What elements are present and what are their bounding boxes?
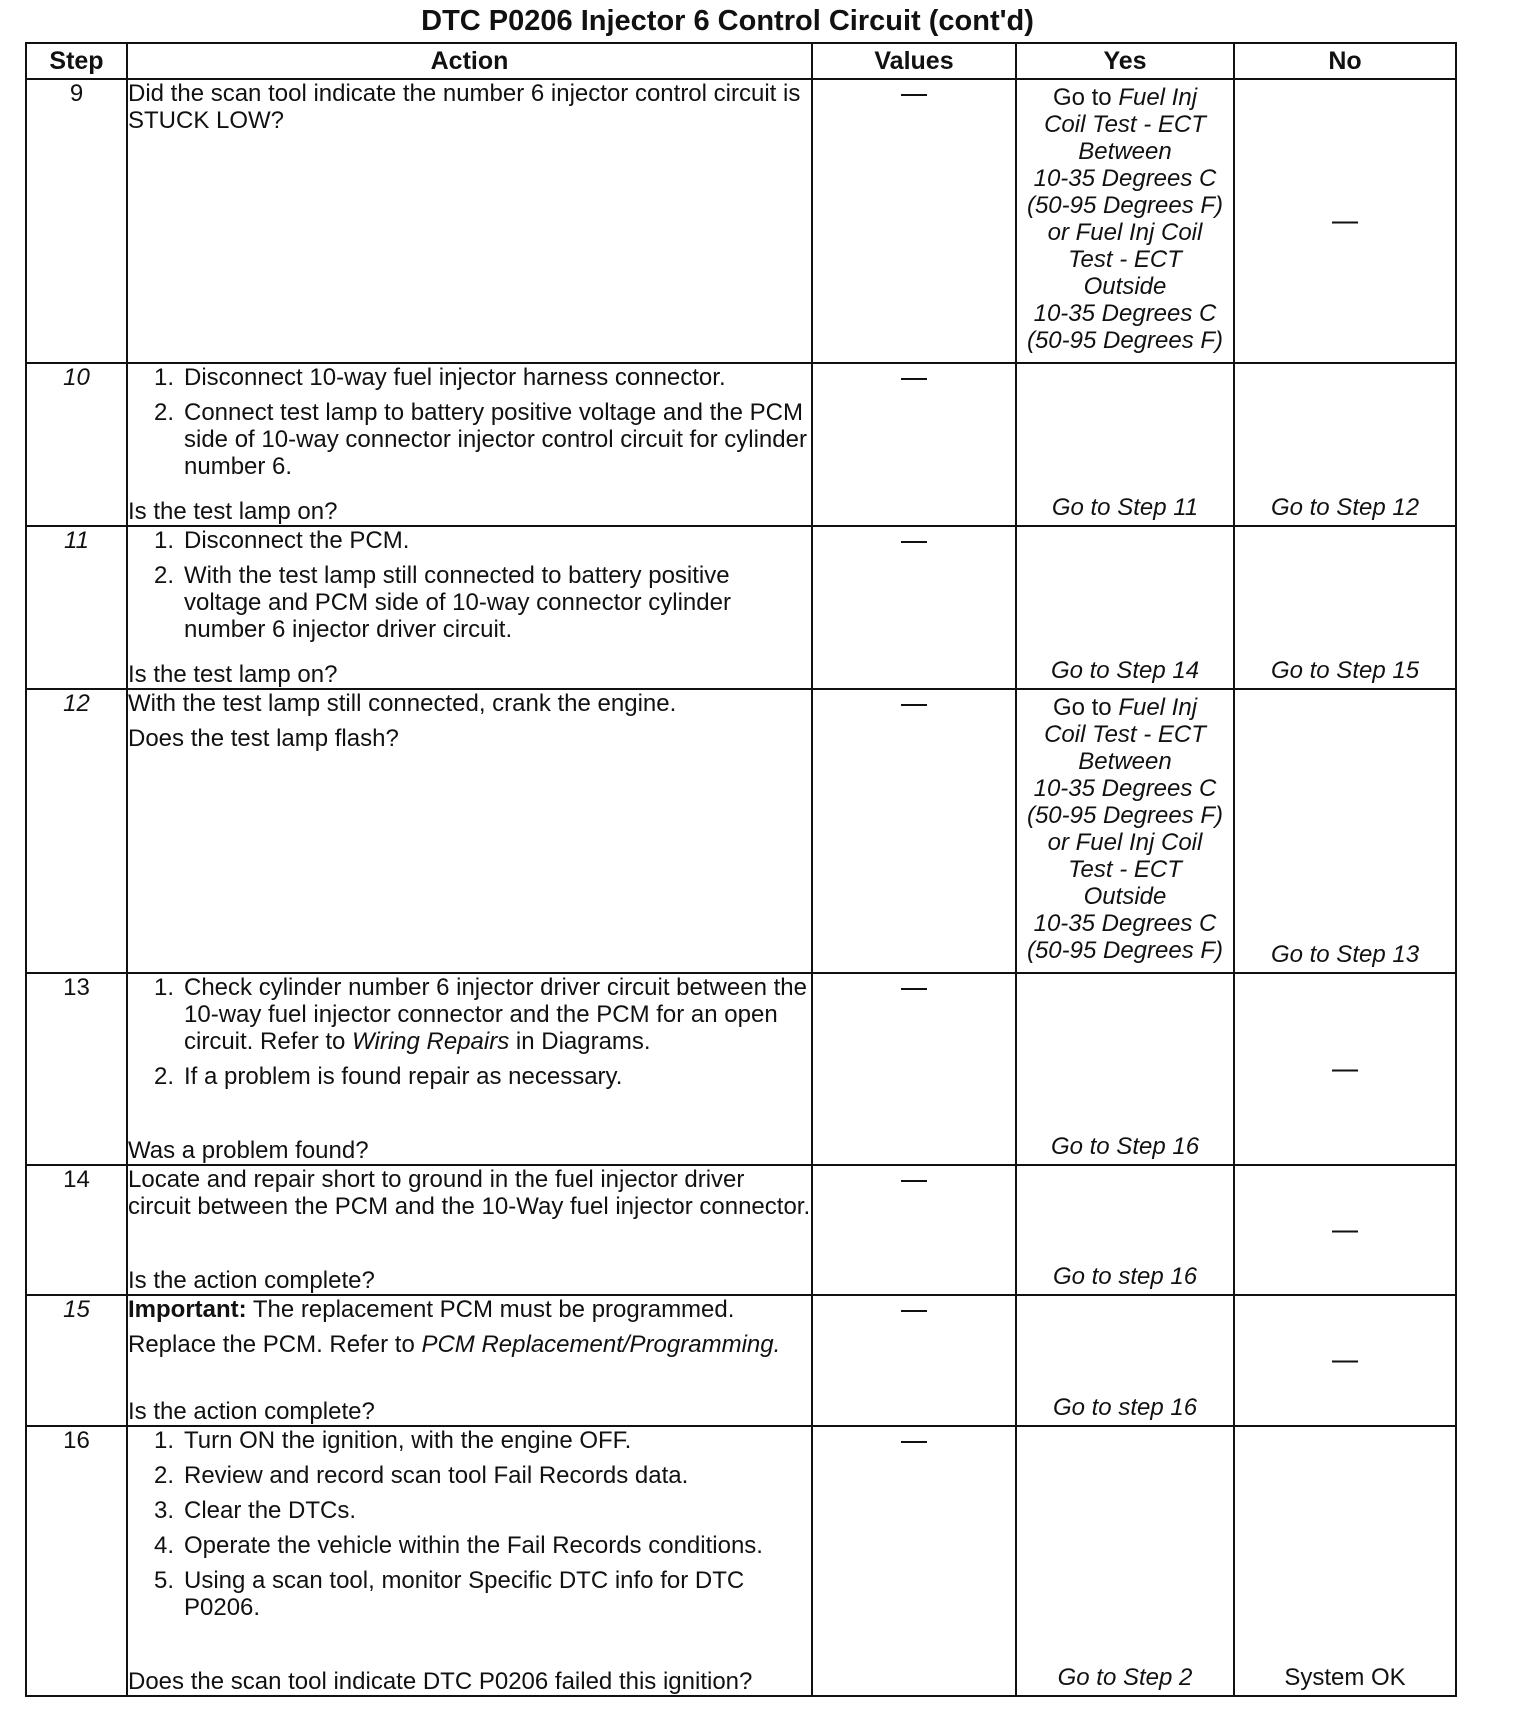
yes-cell xyxy=(1016,1165,1234,1295)
important-note: Important: The replacement PCM must be programmed. xyxy=(128,1296,735,1323)
yes-line: 10-35 Degrees C xyxy=(1033,910,1217,937)
yes-line: Between xyxy=(1078,748,1172,775)
diagnostic-table xyxy=(25,42,1457,1697)
step-number: 15 xyxy=(26,1295,127,1426)
no-cell xyxy=(1234,1426,1456,1696)
yes-line: 10-35 Degrees C xyxy=(1033,165,1217,192)
action-question: Is the action complete? xyxy=(128,1398,375,1425)
dash-mark xyxy=(901,1310,927,1312)
action-cell xyxy=(127,526,812,689)
header-action: Action xyxy=(127,43,812,79)
action-cell xyxy=(127,973,812,1165)
header-step: Step xyxy=(26,43,127,79)
step-number: 11 xyxy=(26,526,127,689)
yes-line: or Fuel Inj Coil xyxy=(1047,829,1203,856)
action-text: Locate and repair short to ground in the fuel injector driver circuit between the PCM and the 10-Way fuel injector connector. xyxy=(128,1166,811,1220)
action-question: Is the test lamp on? xyxy=(128,498,338,525)
yes-text xyxy=(1017,80,1233,354)
yes-text: Go to Step 11 xyxy=(1051,494,1199,521)
list-item: 3. Clear the DTCs. xyxy=(153,1497,357,1524)
step-number: 9 xyxy=(26,79,127,363)
dash-mark xyxy=(901,988,927,990)
action-cell xyxy=(127,1295,812,1426)
yes-text xyxy=(1017,690,1233,964)
yes-line: Test - ECT xyxy=(1068,246,1182,273)
yes-cell xyxy=(1016,973,1234,1165)
yes-prefix: Go to xyxy=(1052,694,1112,721)
table-row xyxy=(26,1426,1456,1696)
step-number: 16 xyxy=(26,1426,127,1696)
yes-prefix: Go to xyxy=(1052,84,1112,111)
dash-mark xyxy=(901,378,927,380)
yes-line: or Fuel Inj Coil xyxy=(1047,219,1203,246)
action-list xyxy=(128,974,811,1098)
yes-link: Fuel Inj xyxy=(1118,694,1198,721)
list-item: 2. Connect test lamp to battery positive voltage and the PCM side of 10-way connector injector control circuit for cylinder number 6. xyxy=(153,399,807,480)
yes-cell xyxy=(1016,526,1234,689)
table-row xyxy=(26,689,1456,973)
list-item: 5. Using a scan tool, monitor Specific DTC info for DTC P0206. xyxy=(153,1567,745,1621)
list-item: 4. Operate the vehicle within the Fail Records conditions. xyxy=(153,1532,763,1559)
values-cell xyxy=(812,1426,1016,1696)
no-cell xyxy=(1234,79,1456,363)
table-row xyxy=(26,1295,1456,1426)
action-cell xyxy=(127,1165,812,1295)
action-list xyxy=(128,1427,811,1629)
yes-line: (50-95 Degrees F) xyxy=(1026,802,1224,829)
yes-line: Test - ECT xyxy=(1068,856,1182,883)
yes-line: 10-35 Degrees C xyxy=(1033,300,1217,327)
no-text: System OK xyxy=(1284,1664,1406,1691)
dash-mark xyxy=(1332,221,1358,223)
action-text: Replace the PCM. Refer to PCM Replacement/Programming. xyxy=(128,1331,781,1358)
yes-text: Go to step 16 xyxy=(1052,1394,1198,1421)
yes-text: Go to Step 14 xyxy=(1050,657,1200,684)
action-question: Does the test lamp flash? xyxy=(128,725,399,752)
yes-cell xyxy=(1016,363,1234,526)
table-row xyxy=(26,526,1456,689)
yes-line: Coil Test - ECT xyxy=(1044,111,1206,138)
important-label: Important: xyxy=(128,1296,247,1323)
list-item: 2. With the test lamp still connected to battery positive voltage and PCM side of 10-way connector cylinder number 6 injector driver circuit. xyxy=(153,562,731,643)
pcm-replacement-ref: PCM Replacement/Programming. xyxy=(421,1331,781,1358)
no-cell xyxy=(1234,689,1456,973)
yes-cell xyxy=(1016,1426,1234,1696)
action-text: With the test lamp still connected, crank the engine. xyxy=(128,690,677,717)
table-header-row xyxy=(26,43,1456,79)
no-cell xyxy=(1234,526,1456,689)
no-text: Go to Step 15 xyxy=(1270,657,1420,684)
table-row xyxy=(26,1165,1456,1295)
values-cell xyxy=(812,1165,1016,1295)
dash-mark xyxy=(1332,1361,1358,1363)
action-list xyxy=(128,527,811,651)
values-cell xyxy=(812,79,1016,363)
yes-line: Coil Test - ECT xyxy=(1044,721,1206,748)
yes-cell xyxy=(1016,1295,1234,1426)
list-item: 1. Turn ON the ignition, with the engine OFF. xyxy=(153,1427,632,1454)
dash-mark xyxy=(901,1441,927,1443)
yes-line: Outside xyxy=(1083,273,1167,300)
list-item: 2. Review and record scan tool Fail Records data. xyxy=(153,1462,689,1489)
yes-text: Go to Step 16 xyxy=(1050,1133,1200,1160)
action-question: Does the scan tool indicate DTC P0206 failed this ignition? xyxy=(128,1668,753,1695)
values-cell xyxy=(812,689,1016,973)
dash-mark xyxy=(1332,1069,1358,1071)
dash-mark xyxy=(901,94,927,96)
values-cell xyxy=(812,526,1016,689)
action-cell xyxy=(127,79,812,363)
action-cell xyxy=(127,689,812,973)
no-text: Go to Step 13 xyxy=(1270,941,1420,968)
no-cell xyxy=(1234,1165,1456,1295)
yes-cell xyxy=(1016,689,1234,973)
yes-cell xyxy=(1016,79,1234,363)
dash-mark xyxy=(901,541,927,543)
list-item: 1. Check cylinder number 6 injector driver circuit between the 10-way fuel injector connector and the PCM for an open circuit. Refer to Wiring Repairs in Diagrams. xyxy=(153,974,807,1055)
yes-line: (50-95 Degrees F) xyxy=(1026,937,1224,964)
no-cell xyxy=(1234,363,1456,526)
action-question: Was a problem found? xyxy=(128,1137,369,1164)
yes-text: Go to Step 2 xyxy=(1057,1664,1193,1691)
values-cell xyxy=(812,363,1016,526)
action-cell xyxy=(127,363,812,526)
header-yes: Yes xyxy=(1016,43,1234,79)
no-cell xyxy=(1234,1295,1456,1426)
action-cell xyxy=(127,1426,812,1696)
list-item: 1. Disconnect the PCM. xyxy=(153,527,410,554)
values-cell xyxy=(812,973,1016,1165)
page-title: DTC P0206 Injector 6 Control Circuit (cont'd) xyxy=(421,5,1034,37)
dash-mark xyxy=(901,1180,927,1182)
action-list xyxy=(128,364,811,488)
list-item: 2. If a problem is found repair as necessary. xyxy=(153,1063,623,1090)
yes-line: Between xyxy=(1078,138,1172,165)
yes-link: Fuel Inj xyxy=(1118,84,1198,111)
yes-line: (50-95 Degrees F) xyxy=(1026,192,1224,219)
table-row xyxy=(26,79,1456,363)
no-cell xyxy=(1234,973,1456,1165)
action-text: Did the scan tool indicate the number 6 injector control circuit is STUCK LOW? xyxy=(128,80,801,134)
step-number: 12 xyxy=(26,689,127,973)
header-no: No xyxy=(1234,43,1456,79)
dash-mark xyxy=(1332,1230,1358,1232)
step-number: 13 xyxy=(26,973,127,1165)
action-question: Is the action complete? xyxy=(128,1267,375,1294)
wiring-repairs-ref: Wiring Repairs xyxy=(352,1028,510,1055)
list-item: 1. Disconnect 10-way fuel injector harness connector. xyxy=(153,364,726,391)
dash-mark xyxy=(901,704,927,706)
table-row xyxy=(26,363,1456,526)
yes-text: Go to step 16 xyxy=(1052,1263,1198,1290)
yes-line: (50-95 Degrees F) xyxy=(1026,327,1224,354)
step-number: 14 xyxy=(26,1165,127,1295)
yes-line: 10-35 Degrees C xyxy=(1033,775,1217,802)
no-text: Go to Step 12 xyxy=(1270,494,1420,521)
values-cell xyxy=(812,1295,1016,1426)
step-number: 10 xyxy=(26,363,127,526)
table-row xyxy=(26,973,1456,1165)
action-question: Is the test lamp on? xyxy=(128,661,338,688)
header-values: Values xyxy=(812,43,1016,79)
yes-line: Outside xyxy=(1083,883,1167,910)
